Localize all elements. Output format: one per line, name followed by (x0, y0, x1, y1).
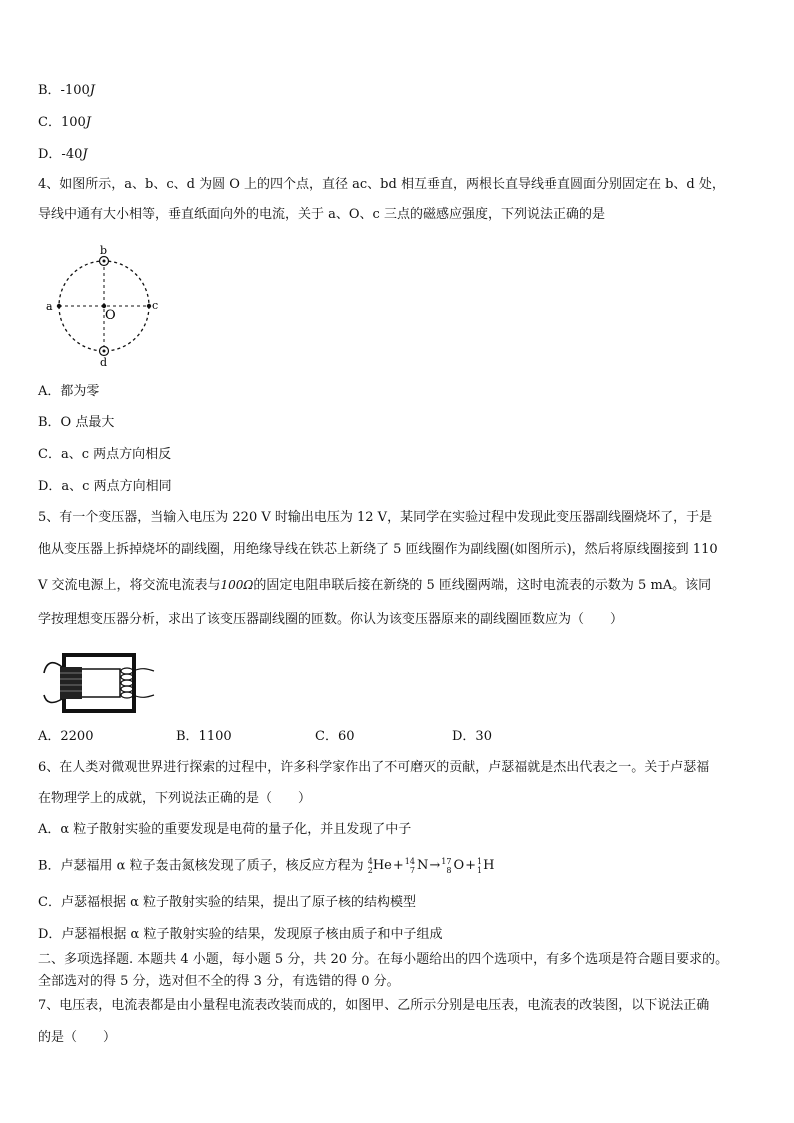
q5-option-d: D．30 (452, 729, 492, 744)
q6-option-a: A．α 粒子散射实验的重要发现是电荷的量子化，并且发现了中子 (38, 822, 412, 837)
q4-stem-line2: 导线中通有大小相等，垂直纸面向外的电流，关于 a、O、c 三点的磁感应强度，下列说法正确的是 (38, 207, 605, 222)
label-b: b (100, 244, 108, 257)
q5-option-c: C．60 (315, 729, 355, 744)
q6-option-d: D．卢瑟福根据 α 粒子散射实验的结果，发现原子核由质子和中子组成 (38, 927, 443, 942)
core-window (78, 669, 120, 697)
q6-stem-line1: 6、在人类对微观世界进行探索的过程中，许多科学家作出了不可磨灭的贡献，卢瑟福就是杰出代表之一。关于卢瑟福 (38, 760, 710, 775)
q4-circle-figure (40, 244, 170, 369)
wire-b-icon (100, 257, 109, 266)
section2-instructions-line2: 全部选对的得 5 分，选对但不全的得 3 分，有选错的得 0 分。 (38, 974, 400, 989)
label-d: d (100, 356, 108, 369)
point-c (147, 304, 151, 308)
q5-option-b: B．1100 (176, 729, 232, 744)
prev-option-c: C．100J (38, 115, 91, 130)
transformer-figure (42, 649, 158, 717)
q5-stem-line2: 他从变压器上拆掉烧坏的副线圈，用绝缘导线在铁芯上新绕了 5 匝线圈作为副线圈(如图所示)，然后将原线圈接到 110 (38, 542, 718, 557)
q4-option-d: D．a、c 两点方向相同 (38, 479, 172, 494)
q7-stem-line1: 7、电压表，电流表都是由小量程电流表改装而成的，如图甲、乙所示分别是电压表，电流表的改装图，以下说法正确 (38, 998, 710, 1013)
q4-option-c: C．a、c 两点方向相反 (38, 447, 172, 462)
q6-option-c: C．卢瑟福根据 α 粒子散射实验的结果，提出了原子核的结构模型 (38, 895, 416, 910)
unit-j: J (85, 115, 91, 130)
q6-option-b: B．卢瑟福用 α 粒子轰击氮核发现了质子，核反应方程为 4 2 He + 14 7 N → 17 8 O + 1 1 H (38, 857, 495, 875)
q7-stem-line2: 的是（ ） (38, 1030, 117, 1045)
q4-option-b: B．O 点最大 (38, 415, 115, 430)
prev-option-d: D．-40J (38, 147, 88, 162)
q5-stem-line4: 学按理想变压器分析，求出了该变压器副线圈的匝数。你认为该变压器原来的副线圈匝数应为（ ） (38, 612, 624, 627)
section2-instructions-line1: 二、多项选择题. 本题共 4 小题，每小题 5 分，共 20 分。在每小题给出的四个选项中，有多个选项是符合题目要求的。 (38, 952, 729, 967)
wire-d-icon (100, 347, 109, 356)
point-a (57, 304, 61, 308)
q5-option-a: A．2200 (38, 729, 94, 744)
prev-option-b: B．-100J (38, 83, 95, 98)
label-o: O (105, 308, 116, 323)
q4-option-a: A．都为零 (38, 384, 100, 399)
q6-stem-line2: 在物理学上的成就，下列说法正确的是（ ） (38, 791, 312, 806)
unit-j: J (82, 147, 88, 162)
unit-j: J (89, 83, 95, 98)
resistance-value: 100Ω (220, 578, 254, 592)
q5-stem-line1: 5、有一个变压器，当输入电压为 220 V 时输出电压为 12 V，某同学在实验过程中发现此变压器副线圈烧坏了，于是 (38, 510, 713, 525)
label-c: c (152, 299, 159, 312)
q4-stem-line1: 4、如图所示，a、b、c、d 为圆 O 上的四个点，直径 ac、bd 相互垂直，两根长直导线垂直圆面分别固定在 b、d 处， (38, 177, 725, 192)
q5-stem-line3: V 交流电源上，将交流电流表与100Ω的固定电阻串联后接在新绕的 5 匝线圈两端，这时电流表的示数为 5 mA。该同 (38, 578, 712, 593)
primary-coil-icon (44, 663, 82, 703)
label-a: a (46, 300, 53, 313)
nuclear-equation: 4 2 He + 14 7 N → 17 8 O + 1 1 H (367, 857, 495, 875)
